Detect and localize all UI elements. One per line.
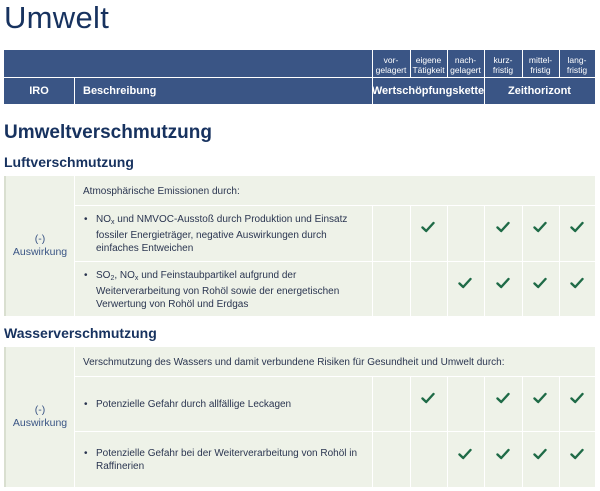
- iro-cell: [4, 176, 74, 316]
- iro-type: Auswirkung: [12, 246, 68, 258]
- bullet-icon: •: [84, 448, 88, 459]
- list-item: [74, 432, 595, 487]
- list-item: [74, 205, 595, 261]
- list-item-text: [84, 398, 369, 411]
- text-part: Potenzielle Gefahr durch allfällige Leckagen: [96, 399, 292, 410]
- text-part: Potenzielle Gefahr bei der Weiterverarbeitung von Rohöl in Raffinerien: [96, 448, 358, 472]
- header-zeithorizont: Zeithorizont: [508, 85, 571, 97]
- iro-cell: [4, 347, 74, 487]
- subsection-title: Wasserverschmutzung: [4, 325, 157, 341]
- block-intro: Atmosphärische Emissionen durch:: [83, 186, 240, 197]
- subscript: x: [134, 275, 139, 282]
- text-part: NO: [96, 214, 111, 225]
- header-sub-eigen: eigene Tätigkeit: [412, 55, 445, 75]
- page-title: Umwelt: [4, 0, 110, 35]
- table-header: [4, 50, 595, 104]
- header-sub-mittel: mittel- fristig: [528, 55, 553, 75]
- check-icon: [570, 448, 584, 460]
- check-icon: [533, 221, 547, 233]
- check-icon: [533, 392, 547, 404]
- check-icon: [570, 392, 584, 404]
- check-icon: [570, 221, 584, 233]
- text-part: SO: [96, 270, 111, 281]
- list-item: [74, 376, 595, 431]
- text-part: und NMVOC-Ausstoß durch Produktion und Einsatz fossiler Energieträger, negative Auswirkungen durch einfaches Entweichen: [96, 214, 348, 254]
- text-part: , NO: [114, 270, 135, 281]
- check-icon: [458, 277, 472, 289]
- header-sub-nach: nach- gelagert: [450, 55, 481, 75]
- check-icon: [421, 392, 435, 404]
- iro-type: Auswirkung: [12, 417, 68, 429]
- check-icon: [458, 448, 472, 460]
- subsection-title: Luftverschmutzung: [4, 154, 134, 170]
- block-intro: Verschmutzung des Wassers und damit verbundene Risiken für Gesundheit und Umwelt durch:: [83, 357, 505, 368]
- header-beschreibung: Beschreibung: [83, 85, 157, 97]
- iro-sign: (-): [34, 233, 46, 245]
- list-item-text: [84, 213, 369, 255]
- check-icon: [570, 277, 584, 289]
- iro-sign: (-): [34, 404, 46, 416]
- check-icon: [533, 448, 547, 460]
- header-divider: [74, 78, 75, 104]
- impact-block-water: [4, 347, 595, 487]
- header-sub-kurz: kurz- fristig: [492, 55, 514, 75]
- impact-block-air: [4, 176, 595, 316]
- header-wertschoepfungskette: Wertschöpfungskette: [371, 85, 485, 97]
- header-sub-lang: lang- fristig: [566, 55, 588, 75]
- subscript: x: [111, 219, 115, 226]
- check-icon: [496, 277, 510, 289]
- list-item-text: [84, 447, 369, 473]
- bullet-icon: •: [84, 214, 88, 225]
- section-title: Umweltverschmutzung: [4, 122, 212, 143]
- check-icon: [533, 277, 547, 289]
- subscript: 2: [110, 275, 115, 282]
- bullet-icon: •: [84, 399, 88, 410]
- header-iro: IRO: [29, 85, 49, 97]
- list-item-text: [84, 269, 369, 311]
- check-icon: [496, 392, 510, 404]
- header-sub-vor: vor- gelagert: [375, 55, 407, 75]
- text-part: und Feinstaubpartikel aufgrund der Weiterverarbeitung von Rohöl sowie der energetischen Verwertung von Rohöl und Erdgas: [96, 270, 340, 310]
- bullet-icon: •: [84, 270, 88, 281]
- check-icon: [496, 221, 510, 233]
- check-icon: [496, 448, 510, 460]
- check-icon: [421, 221, 435, 233]
- list-item: [74, 262, 595, 316]
